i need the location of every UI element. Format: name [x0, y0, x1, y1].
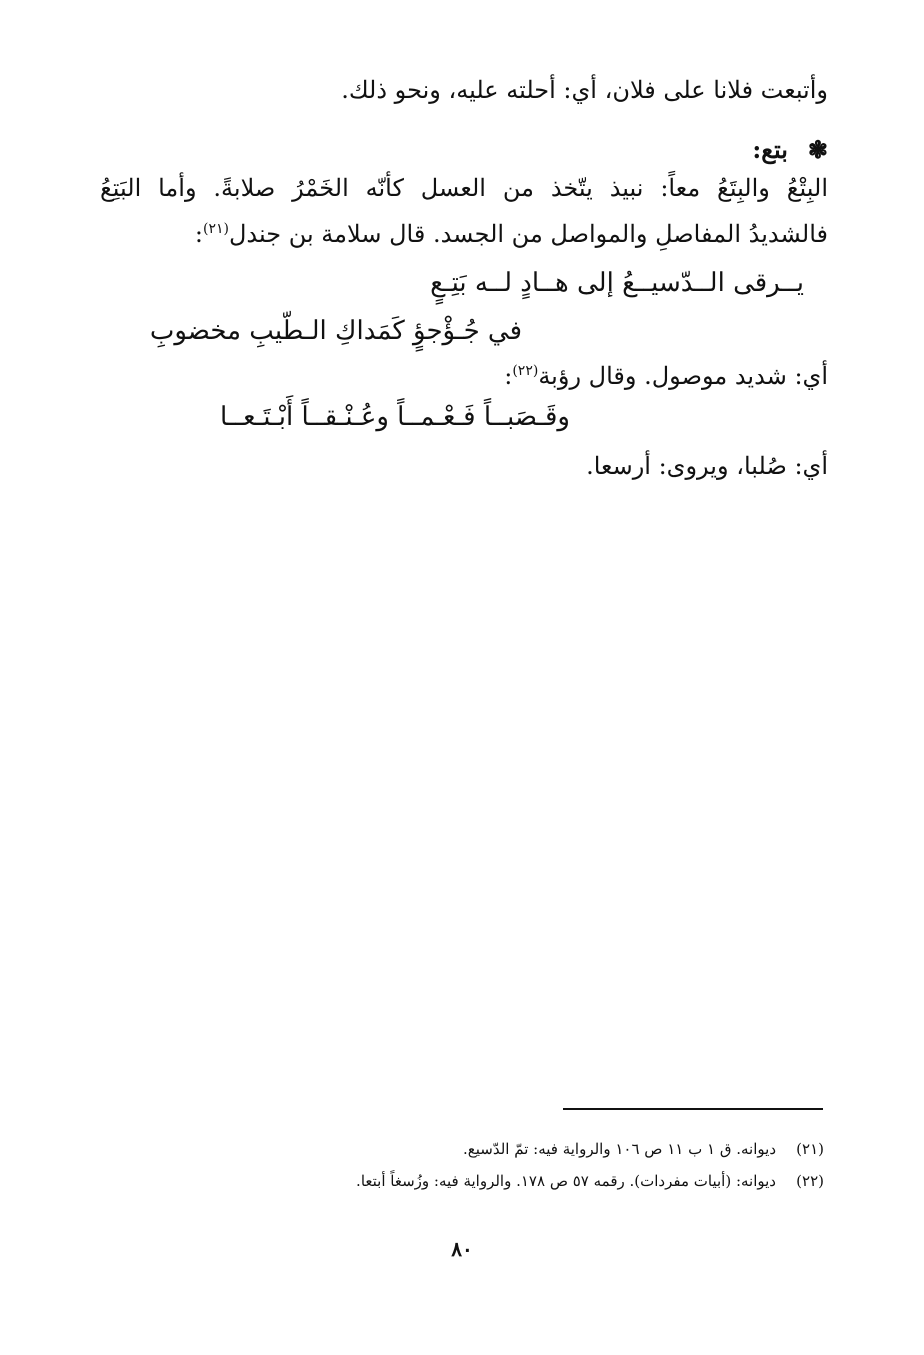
verse-1-hemistich-1: يــرقى الــدّسيــعُ إلى هــادٍ لــه بَتِـعٍ [430, 268, 804, 298]
colon: : [504, 362, 513, 390]
footnote-text: ديوانه: (أبيات مفردات). رقمه ٥٧ ص ١٧٨. والرواية فيه: وزُسغاً أبتعا. [356, 1172, 776, 1190]
footnote-22 [356, 1170, 824, 1192]
paragraph-3: أي: صُلبا، ويروى: أرسعا. [586, 452, 828, 480]
verse-2: وقَـصَبــاً فَـعْـمــاً وعُـنْـقــاً أَبْـتَـعــا [219, 402, 570, 432]
entry-heading-text: بتع: [752, 135, 788, 164]
paragraph-2-text: أي: شديد موصول. وقال رؤبة [538, 362, 828, 390]
paragraph-1-line-2 [100, 218, 828, 250]
footnote-number: (٢١) [796, 1140, 824, 1158]
entry-marker-icon: ❃ [807, 135, 828, 164]
footnote-ref-22: (٢٢) [512, 363, 539, 379]
paragraph-2 [504, 360, 828, 392]
colon: : [194, 220, 203, 248]
paragraph-1-line-2-text: فالشديدُ المفاصلِ والمواصل من الجسد. قال سلامة بن جندل [228, 220, 828, 248]
text-line-1: وأتبعت فلانا على فلان، أي: أحلته عليه، ونحو ذلك. [341, 76, 828, 104]
paragraph-1-line-1: البِتْعُ والبِتَعُ معاً: نبيذ يتّخذ من العسل كأنّه الخَمْرُ صلابةً. وأما البَتِعُ [100, 174, 828, 202]
footnote-separator [563, 1108, 823, 1110]
footnote-number: (٢٢) [796, 1172, 824, 1190]
footnote-ref-21: (٢١) [203, 221, 229, 237]
footnote-21 [463, 1138, 824, 1160]
verse-1-hemistich-2: في جُـؤْجؤٍ كَمَداكِ الـطّيبِ مخضوبِ [149, 316, 522, 346]
entry-heading [752, 134, 828, 166]
page-number: ٨٠ [451, 1237, 473, 1261]
footnote-text: ديوانه. ق ١ ب ١١ ص ١٠٦ والرواية فيه: تمّ الدّسيع. [462, 1140, 776, 1158]
